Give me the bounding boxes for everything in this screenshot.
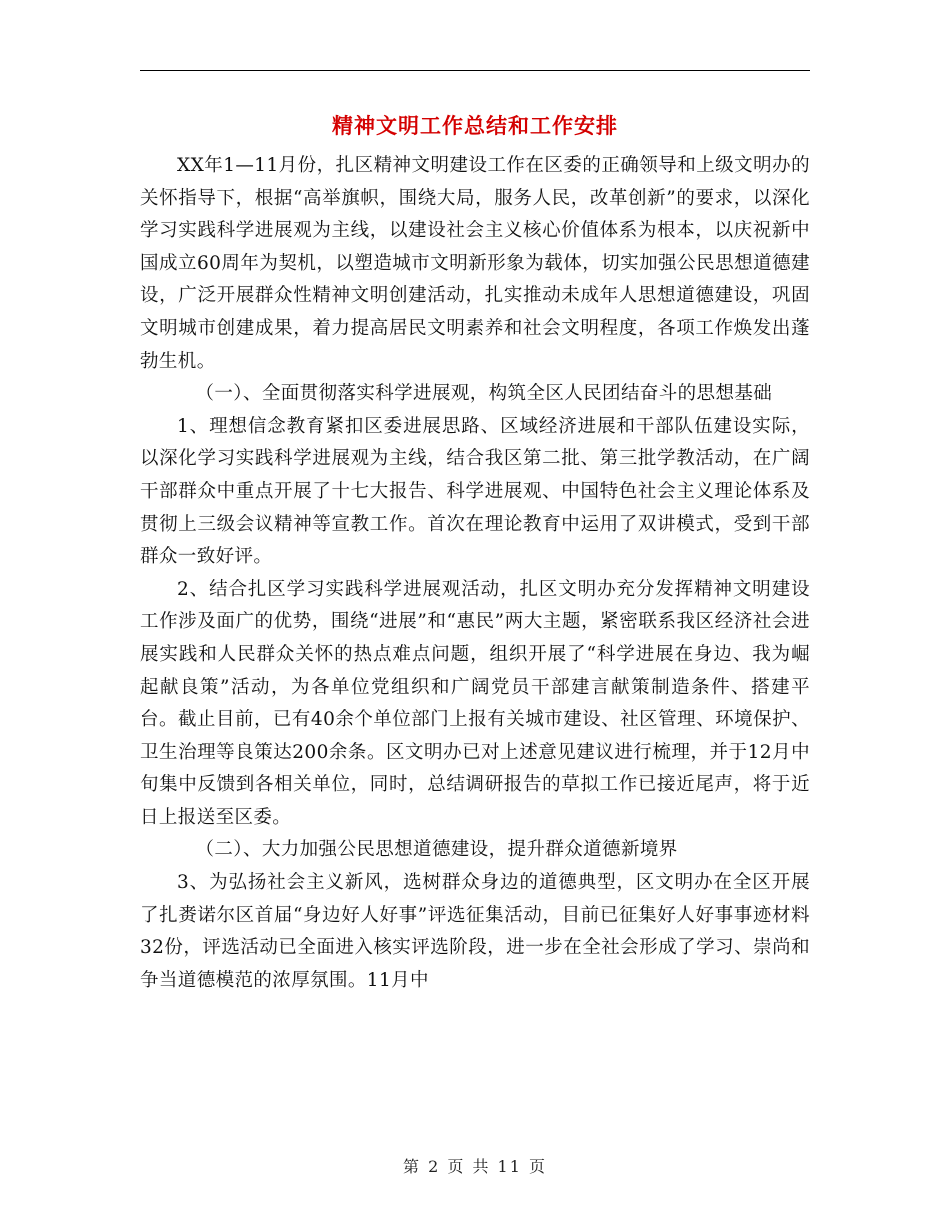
section-heading-1: （一）、全面贯彻落实科学进展观，构筑全区人民团结奋斗的思想基础 — [195, 383, 773, 405]
paragraph-intro: XX年1—11月份，扎区精神文明建设工作在区委的正确领导和上级文明办的关怀指导下，根据“高举旗帜，围绕大局，服务人民，改革创新”的要求，以深化学习实践科学进展观为主线，以建设社会主义核心价值体系为根本，以庆祝新中国成立60周年为契机，以塑造城市文明新形象为载体，切实加强公民思想道德建设，广泛开展群众性精神文明创建活动，扎实推动未成年人思想道德建设，巩固文明城市创建成果，着力提高居民文明素养和社会文明程度，各项工作焕发出蓬勃生机。 — [140, 155, 810, 372]
paragraph-item-2: 2、结合扎区学习实践科学进展观活动，扎区文明办充分发挥精神文明建设工作涉及面广的优势，围绕“进展”和“惠民”两大主题，紧密联系我区经济社会进展实践和人民群众关怀的热点难点问题，组织开展了“科学进展在身边、我为崛起献良策”活动，为各单位党组织和广阔党员干部建言献策制造条件、搭建平台。截止目前，已有40余个单位部门上报有关城市建设、社区管理、环境保护、卫生治理等良策达200余条。区文明办已对上述意见建议进行梳理，并于12月中旬集中反馈到各相关单位，同时，总结调研报告的草拟工作已接近尾声，将于近日上报送至区委。 — [140, 578, 810, 828]
section-heading-2: （二）、大力加强公民思想道德建设，提升群众道德新境界 — [195, 839, 678, 861]
paragraph-item-3: 3、为弘扬社会主义新风，选树群众身边的道德典型，区文明办在全区开展了扎赉诺尔区首届“身边好人好事”评选征集活动，目前已征集好人好事事迹材料32份，评选活动已全面进入核实评选阶段，进一步在全社会形成了学习、崇尚和争当道德模范的浓厚氛围。11月中 — [140, 872, 810, 991]
page-number-footer: 第 2 页 共 11 页 — [403, 1157, 547, 1176]
document-body — [140, 150, 810, 997]
document-title: 精神文明工作总结和工作安排 — [332, 114, 618, 138]
header-rule — [140, 70, 810, 71]
paragraph-item-1: 1、理想信念教育紧扣区委进展思路、区域经济进展和干部队伍建设实际，以深化学习实践科学进展观为主线，结合我区第二批、第三批学教活动，在广阔干部群众中重点开展了十七大报告、科学进展观、中国特色社会主义理论体系及贯彻上三级会议精神等宣教工作。首次在理论教育中运用了双讲模式，受到干部群众一致好评。 — [140, 415, 810, 568]
